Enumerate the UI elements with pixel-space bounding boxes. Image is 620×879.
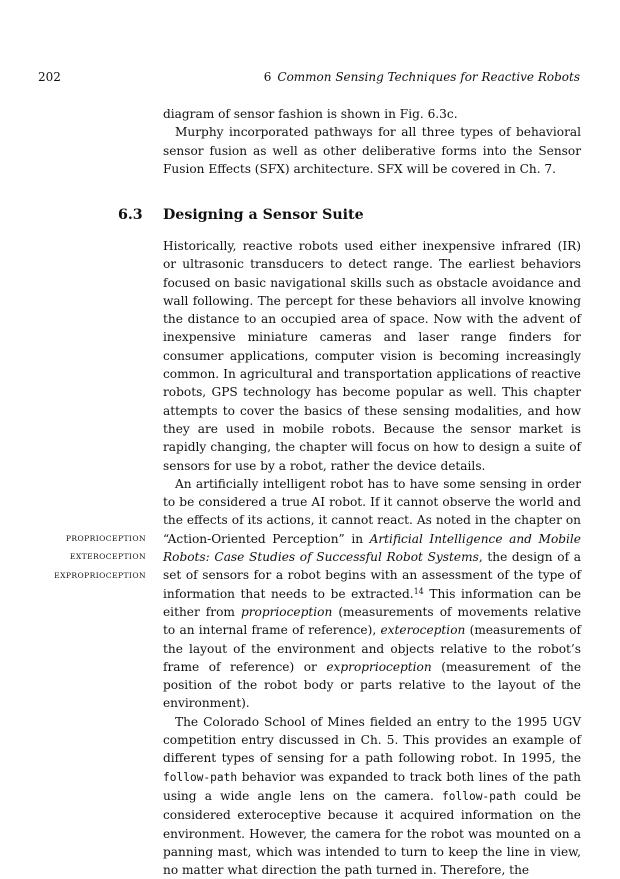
margin-note-exteroception: EXTEROCEPTION [69,552,146,562]
section-title: Designing a Sensor Suite [163,207,364,223]
p3-text: behavior was expanded to track both lines of the path using a wide angle lens on the camera. [163,769,581,803]
section-number: 6.3 [118,207,143,223]
p2-text: This information can be either from [163,586,582,619]
running-header [0,70,620,86]
code-follow-path: follow-path [442,789,517,803]
p3-text: could be considered exteroceptive because it acquired information on the environment. However, the camera for the robot was mounted on a panning mast, which was intended to turn to keep the line in view, no matter what direction the path turned in. Therefore, the [163,788,581,878]
page-number: 202 [38,70,61,84]
p2-text: An artificially intelligent robot has to have some sensing in order to be considered a true AI robot. If it cannot observe the world and the effects of its actions, it cannot react. As noted in the chapter on “Action-Oriented Perception” in [163,476,581,546]
term-exteroception: exteroception [380,623,466,638]
intro-line: diagram of sensor fashion is shown in Fig. 6.3c. [163,107,458,121]
p3-text: The Colorado School of Mines fielded an entry to the 1995 UGV competition entry discussed in Ch. 5. This provides an example of different types of sensing for a path following robot. In 1995, the [163,714,581,766]
p2-text: (measurement of the position of the robot body or parts relative to the layout of the environment). [163,659,581,711]
chapter-running-title [264,70,580,84]
p2-text: , the design of a set of sensors for a robot begins with an assessment of the type of information that needs to be extracted. [163,550,581,601]
section-body [163,237,581,879]
footnote-marker[interactable]: 14 [413,586,424,596]
chapter-number: 6 [263,70,272,84]
section-heading [118,207,364,223]
term-exproprioception: exproprioception [326,659,432,674]
margin-note-exproprioception: EXPROPRIOCEPTION [54,570,146,580]
paragraph-2 [163,475,581,713]
paragraph-3 [163,713,581,879]
term-proprioception: proprioception [240,604,333,619]
p2-text: (measurements of the layout of the environment and objects relative to the robot’s frame of reference) or [163,623,582,674]
margin-notes [14,530,146,585]
paragraph-1: Historically, reactive robots used either inexpensive infrared (IR) or ultrasonic transducers to detect range. The earliest behaviors focused on basic navigational skills such as obstacle avoidance and wall following. The percept for these behaviors all involve knowing the distance to an occupied area of space. Now with the advent of inexpensive miniature cameras and laser range finders for consumer applications, computer vision is becoming increasingly common. In agricultural and transportation applications of reactive robots, GPS technology has become popular as well. This chapter attempts to cover the basics of these sensing modalities, and how they are used in mobile robots. Because the sensor market is rapidly changing, the chapter will focus on how to design a suite of sensors for use by a robot, rather the device details. [163,239,581,473]
p2-text: (measurements of movements relative to an internal frame of reference), [163,604,581,638]
intro-block [163,105,581,178]
code-follow-path: follow-path [163,770,238,784]
chapter-title: Common Sensing Techniques for Reactive Robots [277,70,580,84]
book-title: Artificial Intelligence and Mobile Robots: Case Studies of Successful Robot Systems [163,531,581,565]
intro-paragraph: Murphy incorporated pathways for all three types of behavioral sensor fusion as well as other deliberative forms into the Sensor Fusion Effects (SFX) architecture. SFX will be covered in Ch. 7. [163,125,581,176]
margin-note-proprioception: PROPRIOCEPTION [65,534,146,543]
